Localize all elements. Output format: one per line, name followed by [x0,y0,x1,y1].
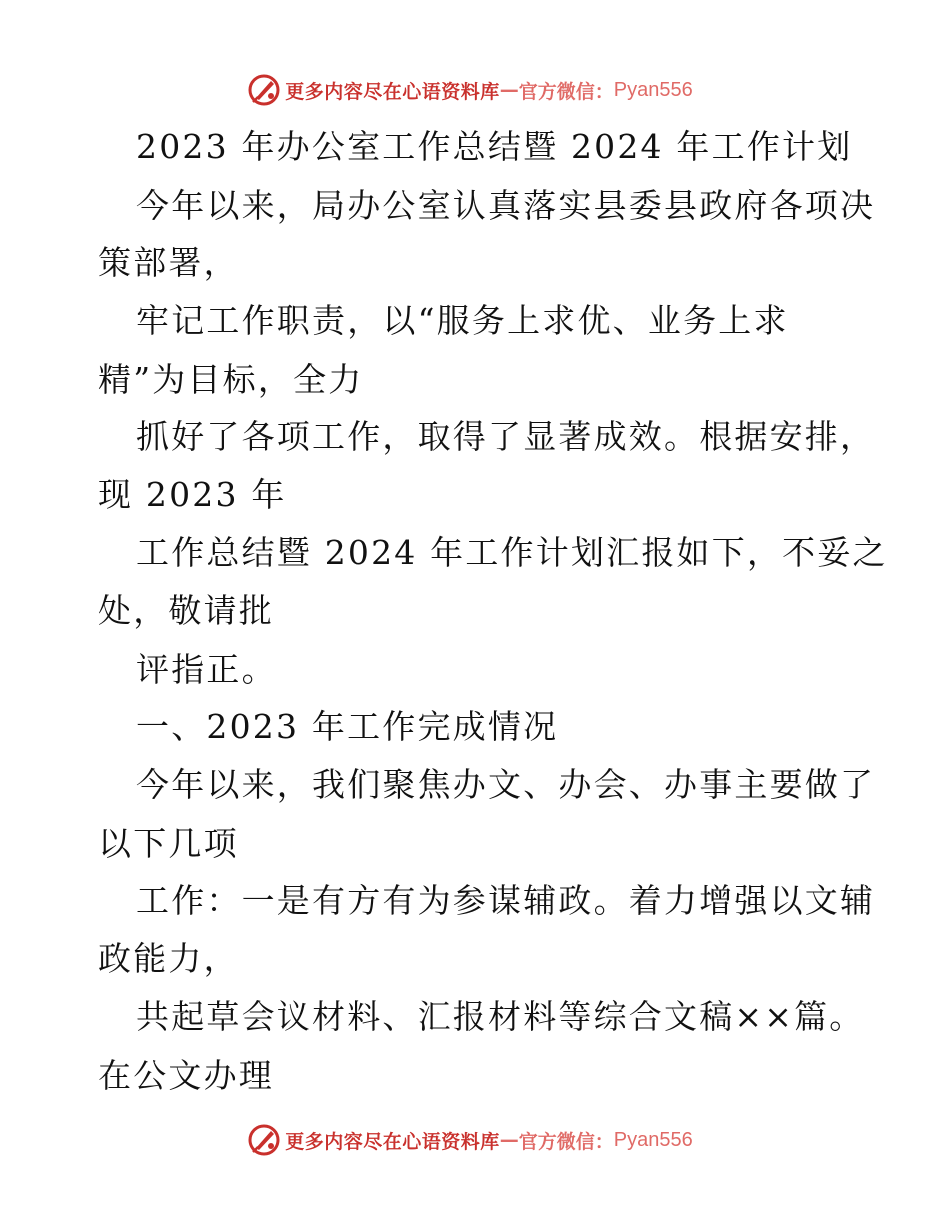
text-line: 今年以来，局办公室认真落实县委县政府各项决 [136,186,876,225]
banner-wechat-label: 官方微信： [518,1130,614,1153]
text-line: 以下几项 [98,824,239,863]
text-line: 共起草会议材料、汇报材料等综合文稿××篇。 [136,997,865,1036]
banner-dash: — [499,79,519,101]
text-line: 政能力， [98,939,239,978]
text-line: 处，敬请批 [98,591,274,630]
text-line: 在公文办理 [98,1056,274,1095]
text-line: 工作总结暨 2024 年工作计划汇报如下，不妥之 [136,533,888,572]
text-line: 评指正。 [136,650,277,689]
banner-text: 更多内容尽在心语资料库 [285,80,500,103]
document-title: 2023 年办公室工作总结暨 2024 年工作计划 [136,127,853,166]
banner-wechat-id: Pyan556 [613,1128,693,1151]
banner-dash: — [499,1129,519,1151]
banner-text: 更多内容尽在心语资料库 [285,1130,500,1153]
banner-wechat-id: Pyan556 [613,78,693,101]
quill-logo-icon [247,1123,281,1157]
text-line: 抓好了各项工作，取得了显著成效。根据安排， [136,417,876,456]
text-line: 精”为目标，全力 [98,360,364,399]
text-line: 现 2023 年 [98,475,287,514]
section-heading: 一、2023 年工作完成情况 [136,707,559,746]
text-line: 牢记工作职责，以“服务上求优、业务上求 [136,301,789,340]
banner-wechat-label: 官方微信： [518,80,614,103]
footer-watermark-banner [0,1120,950,1160]
text-line: 今年以来，我们聚焦办文、办会、办事主要做了 [136,765,876,804]
header-watermark-banner [0,70,950,110]
text-line: 策部署， [98,243,239,282]
quill-logo-icon [247,73,281,107]
text-line: 工作：一是有方有为参谋辅政。着力增强以文辅 [136,881,876,920]
